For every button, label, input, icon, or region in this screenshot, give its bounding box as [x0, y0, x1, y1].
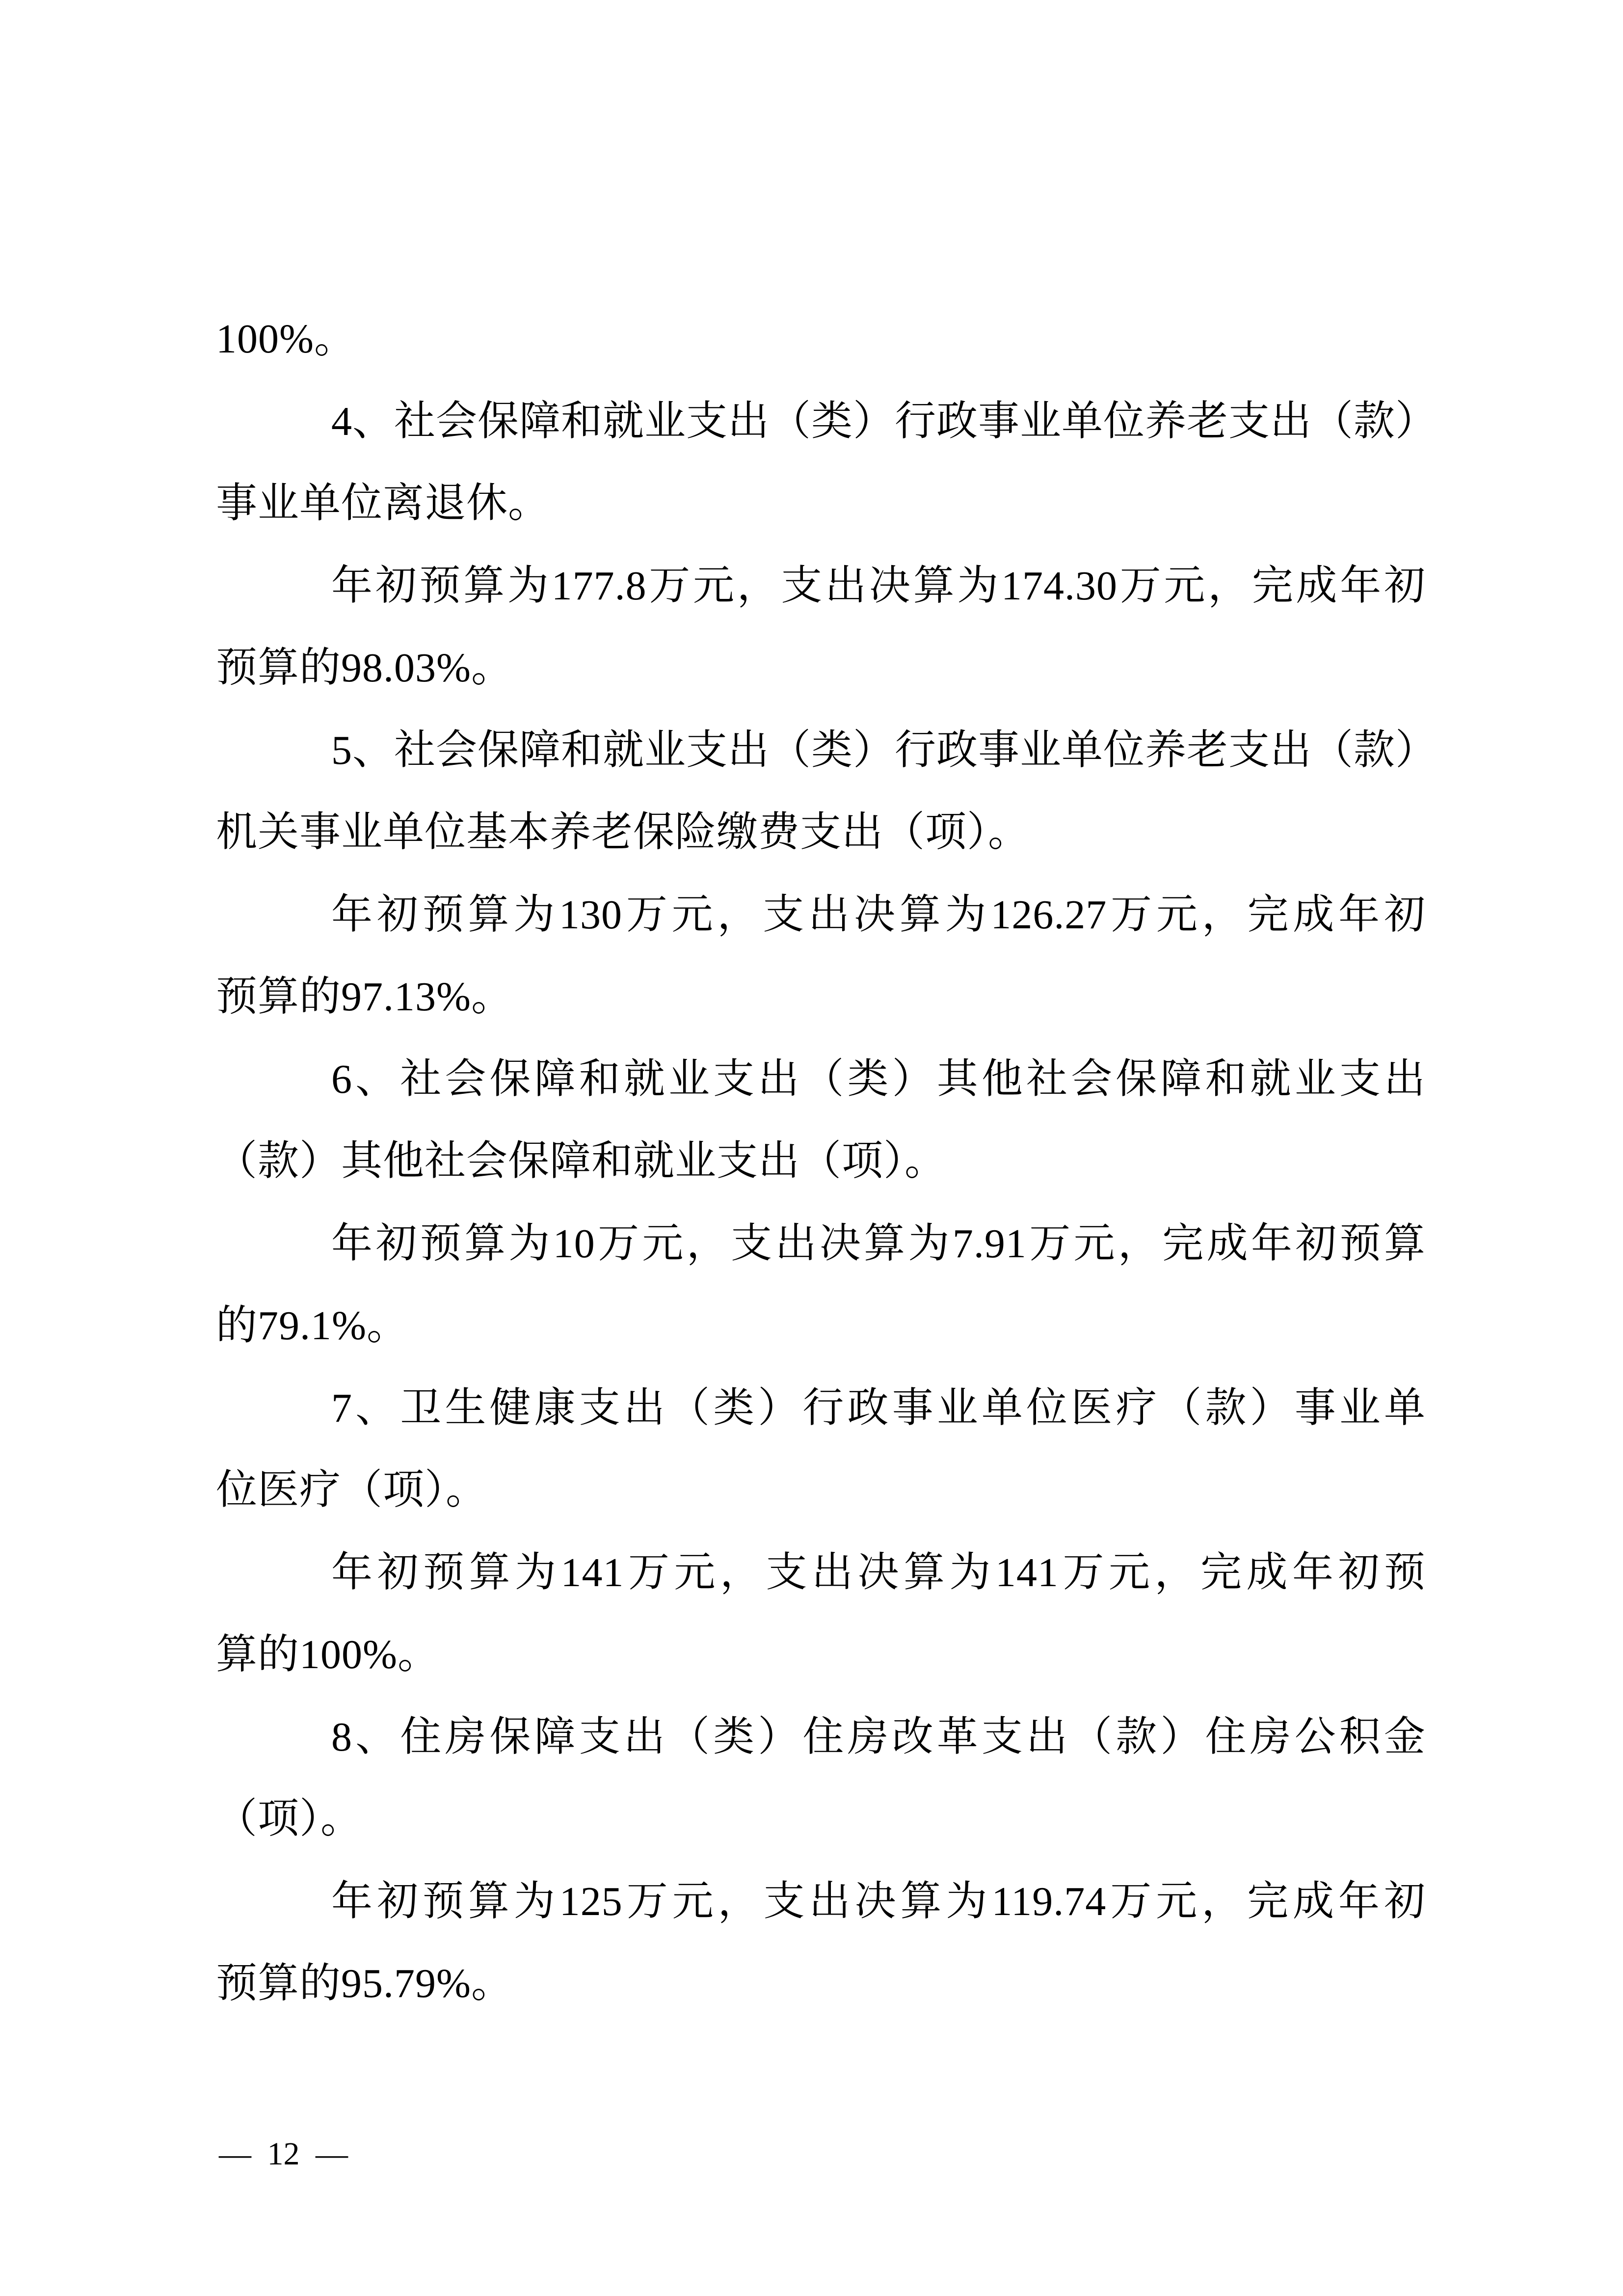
text-line: 8、住房保障支出（类）住房改革支出（款）住房公积金 — [331, 1714, 1426, 1760]
paragraph-carryover — [216, 298, 1426, 380]
text-line: 100%。 — [216, 316, 356, 362]
paragraph-item-4-figures — [216, 545, 1426, 709]
paragraph-item-7-figures — [216, 1532, 1426, 1696]
paragraph-item-6-heading — [216, 1038, 1426, 1203]
text-line: 事业单位离退休。 — [216, 481, 550, 526]
document-body — [216, 298, 1437, 2025]
text-line: 年初预算为10万元，支出决算为7.91万元，完成年初预算 — [331, 1220, 1426, 1267]
text-line: （项）。 — [216, 1796, 363, 1842]
paragraph-item-5-heading — [216, 709, 1437, 874]
text-line: 预算的97.13%。 — [216, 974, 513, 1020]
text-line: 年初预算为177.8万元，支出决算为174.30万元，完成年初 — [331, 563, 1426, 609]
text-line: 4、社会保障和就业支出（类）行政事业单位养老支出（款） — [331, 398, 1437, 444]
page-number: — 12 — — [219, 2136, 348, 2172]
text-line: 5、社会保障和就业支出（类）行政事业单位养老支出（款） — [331, 727, 1437, 773]
text-line: （款）其他社会保障和就业支出（项）。 — [216, 1138, 947, 1184]
text-line: 年初预算为125万元，支出决算为119.74万元，完成年初 — [331, 1878, 1426, 1924]
paragraph-item-5-figures — [216, 874, 1426, 1038]
text-line: 位医疗（项）。 — [216, 1467, 488, 1513]
text-line: 算的100%。 — [216, 1632, 439, 1677]
text-line: 预算的98.03%。 — [216, 645, 513, 691]
text-line: 预算的95.79%。 — [216, 1961, 513, 2006]
text-line: 6、社会保障和就业支出（类）其他社会保障和就业支出 — [331, 1056, 1426, 1102]
paragraph-item-8-figures — [216, 1861, 1426, 2025]
text-line: 的79.1%。 — [216, 1303, 408, 1349]
paragraph-item-6-figures — [216, 1203, 1426, 1367]
paragraph-item-4-heading — [216, 380, 1437, 545]
text-line: 7、卫生健康支出（类）行政事业单位医疗（款）事业单 — [331, 1385, 1426, 1431]
text-line: 年初预算为141万元，支出决算为141万元，完成年初预 — [331, 1549, 1426, 1595]
paragraph-item-8-heading — [216, 1696, 1426, 1861]
text-line: 机关事业单位基本养老保险缴费支出（项）。 — [216, 810, 1030, 855]
text-line: 年初预算为130万元，支出决算为126.27万元，完成年初 — [331, 891, 1426, 938]
paragraph-item-7-heading — [216, 1367, 1426, 1532]
